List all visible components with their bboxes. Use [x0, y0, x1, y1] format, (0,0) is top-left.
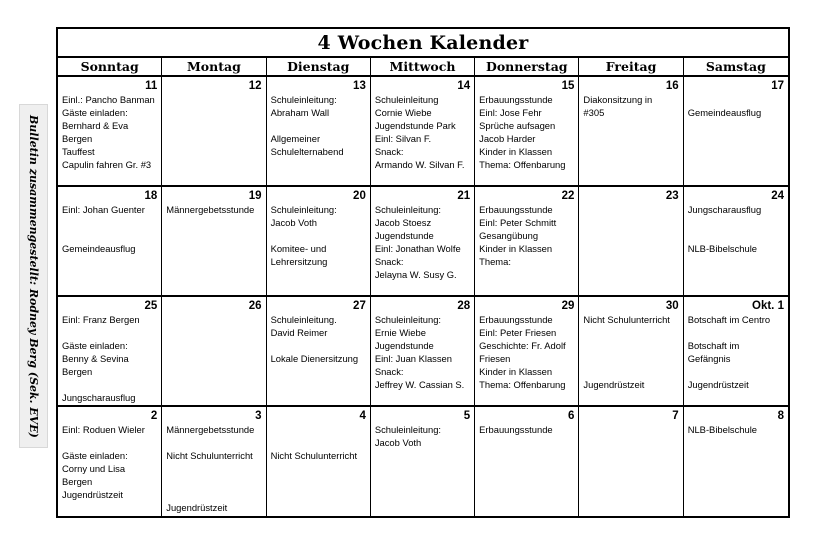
event-line — [62, 378, 157, 391]
event-line: Tauffest — [62, 146, 95, 157]
day-cell — [58, 187, 162, 295]
event-line: Schuleinleitung: — [374, 204, 442, 215]
event-line: Botschaft im — [687, 340, 740, 351]
weekday-header — [58, 58, 788, 77]
event-line: Friesen — [479, 353, 511, 364]
event-line: Jacob Voth — [374, 437, 422, 448]
day-events — [583, 313, 678, 391]
day-events — [688, 203, 784, 255]
event-line — [62, 436, 157, 449]
day-events — [271, 93, 366, 158]
event-line — [688, 365, 784, 378]
event-line: Gäste einladen: — [62, 340, 128, 351]
day-events — [62, 423, 157, 501]
day-number: 13 — [353, 80, 366, 92]
event-line — [583, 339, 678, 352]
event-line: Thema: — [479, 256, 511, 267]
event-line — [583, 326, 678, 339]
event-line: Gäste einladen: — [62, 107, 128, 118]
event-line: Corny und Lisa — [62, 463, 126, 474]
event-line: #305 — [583, 107, 605, 118]
event-line: Gemeindeausflug — [62, 243, 136, 254]
event-line: Männergebetsstunde — [166, 204, 255, 215]
event-line: Snack: — [374, 146, 404, 157]
day-cell — [162, 297, 266, 405]
day-cell — [579, 187, 683, 295]
event-line: Jungscharausflug — [687, 204, 762, 215]
event-line: Bergen — [62, 133, 93, 144]
day-number: 23 — [665, 190, 679, 202]
day-events — [166, 423, 261, 514]
day-events — [375, 423, 470, 449]
event-line: Diakonsitzung in — [583, 94, 653, 105]
event-line — [166, 436, 261, 449]
event-line: Einl: Juan Klassen — [374, 353, 452, 364]
event-line — [62, 326, 157, 339]
event-line: Schuleinleitung: — [374, 424, 442, 435]
event-line — [271, 119, 366, 132]
sidebar-credit-text: Bulletin zusammengestellt: Rodney Berg (Sek. EVE) — [27, 114, 40, 438]
day-cell — [475, 297, 579, 405]
calendar-title: 4 Wochen Kalender — [58, 29, 788, 58]
event-line — [583, 365, 678, 378]
day-cell — [58, 297, 162, 405]
event-line: Thema: Offenbarung — [479, 159, 566, 170]
calendar-week — [58, 77, 788, 187]
day-events — [375, 93, 470, 171]
day-number: 11 — [145, 80, 158, 92]
event-line: Lokale Dienersitzung — [270, 353, 359, 364]
event-line — [688, 93, 784, 106]
event-line: Snack: — [374, 366, 404, 377]
weekday-wednesday: Mittwoch — [371, 58, 475, 75]
calendar — [56, 27, 790, 518]
day-events — [375, 313, 470, 391]
day-number: 26 — [248, 300, 262, 312]
event-line: Einl: Peter Schmitt — [479, 217, 557, 228]
day-number: 7 — [672, 410, 679, 422]
weekday-saturday: Samstag — [705, 59, 766, 74]
day-events — [271, 313, 366, 365]
event-line: NLB-Bibelschule — [687, 424, 758, 435]
event-line: Jugendrüstzeit — [62, 489, 123, 500]
day-events — [271, 423, 366, 462]
day-number: 21 — [457, 190, 471, 202]
day-cell — [475, 407, 579, 516]
event-line: Einl: Roduen Wieler — [62, 424, 145, 435]
event-line: Thema: Offenbarung — [479, 379, 566, 390]
day-cell — [267, 297, 371, 405]
event-line: Nicht Schulunterricht — [166, 450, 253, 461]
day-cell — [58, 77, 162, 185]
day-events — [62, 203, 157, 255]
weekday-tuesday: Dienstag — [267, 58, 371, 75]
day-cell — [162, 187, 266, 295]
event-line: Schuleinleitung. — [270, 314, 337, 325]
event-line: Jugendstunde — [374, 340, 434, 351]
event-line: Erbauungsstunde — [479, 204, 553, 215]
event-line: Schuleinleitung: — [374, 314, 442, 325]
event-line: Jeffrey W. Cassian S. — [374, 379, 465, 390]
event-line: David Reimer — [270, 327, 328, 338]
day-events — [375, 203, 470, 281]
day-number: 20 — [353, 190, 366, 202]
event-line — [271, 339, 366, 352]
event-line — [166, 475, 261, 488]
day-events — [62, 313, 157, 404]
event-line: Abraham Wall — [270, 107, 330, 118]
calendar-week — [58, 297, 788, 407]
day-number: 18 — [144, 190, 158, 202]
event-line: Jacob Harder — [479, 133, 536, 144]
day-cell — [371, 407, 475, 516]
day-events — [479, 313, 574, 391]
weekday-friday: Freitag — [579, 58, 683, 75]
event-line: Snack: — [374, 256, 404, 267]
event-line: Jacob Stoesz — [374, 217, 432, 228]
day-cell — [267, 407, 371, 516]
event-line: Jugendstunde Park — [374, 120, 456, 131]
day-number: 2 — [150, 410, 158, 422]
calendar-week — [58, 407, 788, 516]
day-number: 12 — [248, 80, 262, 92]
day-events — [688, 93, 784, 119]
event-line — [166, 488, 261, 501]
event-line: Ernie Wiebe — [374, 327, 426, 338]
event-line: Männergebetsstunde — [166, 424, 255, 435]
day-events — [62, 93, 157, 171]
day-events — [166, 203, 261, 216]
day-events — [688, 423, 784, 436]
day-number: 19 — [248, 190, 262, 202]
day-number: 30 — [665, 300, 679, 312]
event-line: NLB-Bibelschule — [687, 243, 758, 254]
event-line: Jelayna W. Susy G. — [374, 269, 457, 280]
event-line: Gesangübung — [479, 230, 539, 241]
calendar-body — [58, 77, 788, 516]
day-events — [271, 203, 366, 268]
day-number: 15 — [561, 80, 575, 92]
day-cell — [162, 77, 266, 185]
event-line: Bernhard & Eva — [62, 120, 129, 131]
day-number: 3 — [255, 410, 262, 422]
event-line — [166, 462, 261, 475]
day-number: 28 — [457, 300, 471, 312]
day-number: 17 — [771, 80, 784, 92]
event-line: Einl: Johan Guenter — [62, 204, 145, 215]
event-line — [688, 216, 784, 229]
event-line: Schuleinleitung — [374, 94, 439, 105]
event-line: Gemeindeausflug — [687, 107, 762, 118]
event-line: Kinder in Klassen — [479, 146, 553, 157]
day-events — [583, 93, 678, 119]
calendar-week — [58, 187, 788, 297]
day-events — [479, 93, 574, 171]
event-line: Kinder in Klassen — [479, 243, 553, 254]
day-cell — [684, 297, 788, 405]
day-number: 6 — [568, 410, 575, 422]
day-cell — [475, 77, 579, 185]
event-line: Erbauungsstunde — [479, 94, 553, 105]
weekday-sunday: Sonntag — [58, 58, 162, 75]
event-line: Benny & Sevina — [62, 353, 129, 364]
day-cell — [579, 297, 683, 405]
event-line: Nicht Schulunterricht — [270, 450, 358, 461]
day-number: 24 — [771, 190, 784, 202]
event-line: Bergen — [62, 476, 93, 487]
event-line: Einl: Silvan F. — [374, 133, 432, 144]
day-cell — [371, 77, 475, 185]
event-line: Cornie Wiebe — [374, 107, 432, 118]
day-cell — [684, 407, 788, 516]
event-line — [583, 352, 678, 365]
day-number: 5 — [463, 410, 471, 422]
day-cell — [371, 297, 475, 405]
event-line: Allgemeiner — [270, 133, 321, 144]
sidebar-credit — [19, 104, 48, 448]
event-line: Jugendrüstzeit — [583, 379, 645, 390]
event-line — [271, 229, 366, 242]
event-line: Gäste einladen: — [62, 450, 128, 461]
event-line: Schulelternabend — [270, 146, 344, 157]
day-cell — [267, 187, 371, 295]
day-cell — [579, 77, 683, 185]
event-line: Armando W. Silvan F. — [374, 159, 465, 170]
event-line: Einl: Franz Bergen — [62, 314, 140, 325]
day-number: 22 — [561, 190, 575, 202]
day-number: 14 — [457, 80, 471, 92]
event-line: Schuleinleitung: — [270, 204, 337, 215]
event-line: Einl: Jonathan Wolfe — [374, 243, 461, 254]
event-line: Jugendrüstzeit — [687, 379, 749, 390]
event-line: Bergen — [62, 366, 93, 377]
event-line: Einl: Jose Fehr — [479, 107, 542, 118]
event-line: Komitee- und — [270, 243, 327, 254]
event-line: Einl.: Pancho Banman — [62, 94, 155, 105]
day-number: 25 — [144, 300, 158, 312]
event-line: Jugendstunde — [374, 230, 434, 241]
event-line — [62, 229, 157, 242]
event-line: Sprüche aufsagen — [479, 120, 556, 131]
day-number: 29 — [561, 300, 575, 312]
event-line: Schuleinleitung: — [270, 94, 337, 105]
event-line: Erbauungsstunde — [479, 314, 553, 325]
event-line: Botschaft im Centro — [687, 314, 771, 325]
day-number: 8 — [777, 410, 784, 422]
day-cell — [371, 187, 475, 295]
event-line: Einl: Peter Friesen — [479, 327, 557, 338]
event-line: Jacob Voth — [270, 217, 317, 228]
event-line: Erbauungsstunde — [479, 424, 553, 435]
weekday-thursday: Donnerstag — [475, 58, 579, 75]
day-cell — [162, 407, 266, 516]
day-events — [479, 203, 574, 268]
event-line: Nicht Schulunterricht — [583, 314, 670, 325]
day-number: 16 — [665, 80, 679, 92]
day-number: 4 — [359, 410, 366, 422]
day-cell — [475, 187, 579, 295]
event-line — [271, 436, 366, 449]
event-line — [62, 216, 157, 229]
day-number: Okt. 1 — [752, 300, 784, 312]
event-line: Gefängnis — [687, 353, 731, 364]
weekday-monday: Montag — [162, 58, 266, 75]
event-line: Kinder in Klassen — [479, 366, 553, 377]
day-cell — [579, 407, 683, 516]
event-line — [688, 326, 784, 339]
event-line: Lehrersitzung — [270, 256, 328, 267]
event-line: Capulin fahren Gr. #3 — [62, 159, 152, 170]
day-events — [479, 423, 574, 436]
event-line — [688, 229, 784, 242]
day-cell — [684, 77, 788, 185]
day-cell — [267, 77, 371, 185]
day-cell — [684, 187, 788, 295]
event-line: Jugendrüstzeit — [166, 502, 228, 513]
day-number: 27 — [353, 300, 366, 312]
day-events — [688, 313, 784, 391]
event-line — [271, 423, 366, 436]
day-cell — [58, 407, 162, 516]
event-line: Jungscharausflug — [62, 392, 136, 403]
event-line: Geschichte: Fr. Adolf — [479, 340, 566, 351]
